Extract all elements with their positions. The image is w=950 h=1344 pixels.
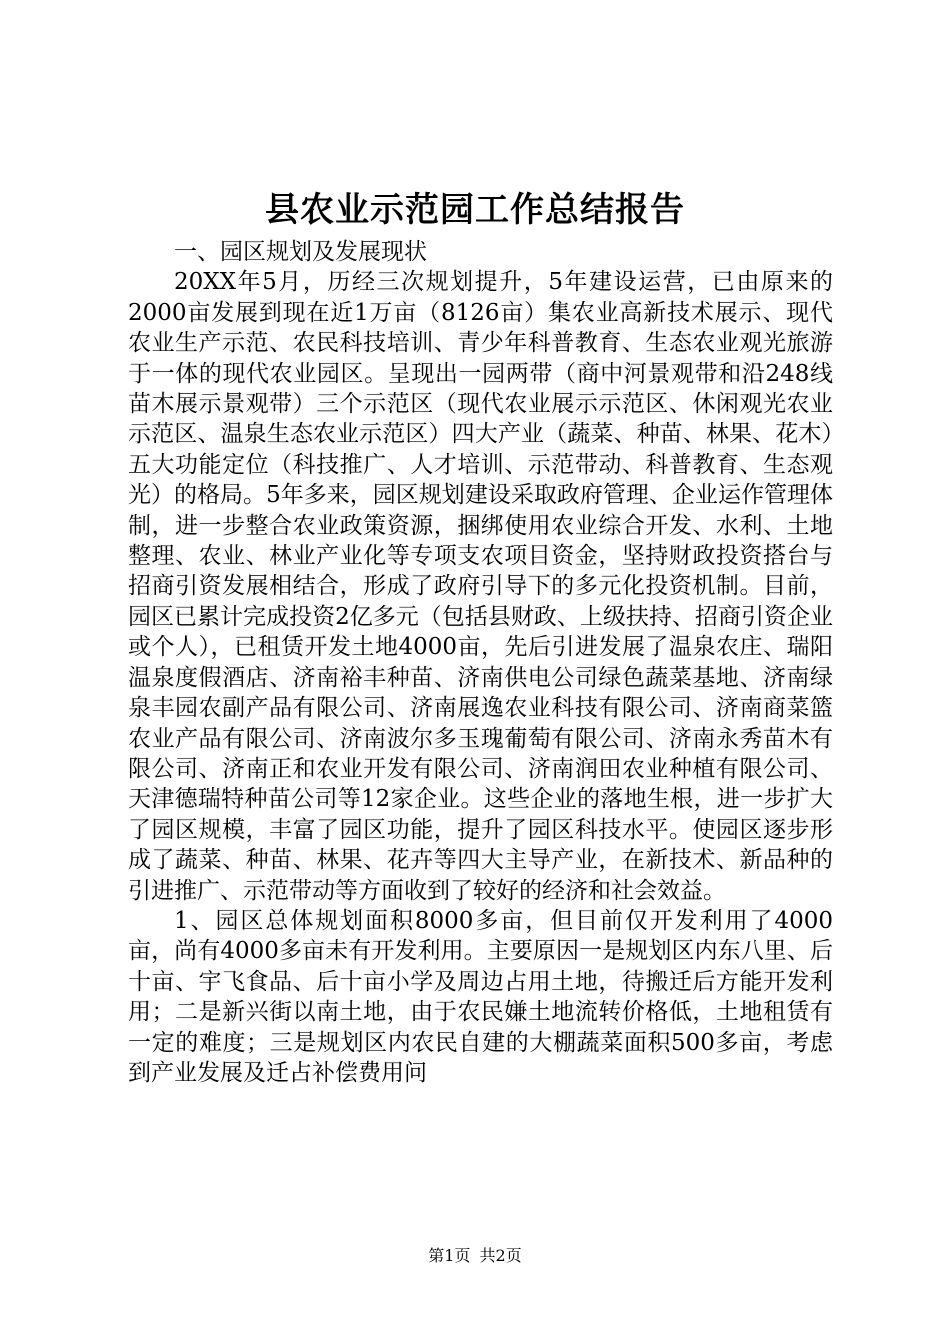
body-paragraph-1: 20XX年5月，历经三次规划提升，5年建设运营，已由原来的2000亩发展到现在近1万亩（8126亩）集农业高新技术展示、现代农业生产示范、农民科技培训、青少年科普教育、生态农业观光旅游于一体的现代农业园区。呈现出一园两带（商中河景观带和沿248线苗木展示景观带）三个示范区（现代农业展示示范区、休闲观光农业示范区、温泉生态农业示范区）四大产业（蔬菜、种苗、林果、花木）五大功能定位（科技推广、人才培训、示范带动、科普教育、生态观光）的格局。5年多来，园区规划建设采取政府管理、企业运作管理体制，进一步整合农业政策资源，捆绑使用农业综合开发、水利、土地整理、农业、林业产业化等专项支农项目资金，坚持财政投资搭台与招商引资发展相结合，形成了政府引导下的多元化投资机制。目前，园区已累计完成投资2亿多元（包括县财政、上级扶持、招商引资企业或个人），已租赁开发土地4000亩，先后引进发展了温泉农庄、瑞阳温泉度假酒店、济南裕丰种苗、济南供电公司绿色蔬菜基地、济南绿泉丰园农副产品有限公司、济南展逸农业科技有限公司、济南商菜篮农业产品有限公司、济南波尔多玉瑰葡萄有限公司、济南永秀苗木有限公司、济南正和农业开发有限公司、济南润田农业种植有限公司、天津德瑞特种苗公司等12家企业。这些企业的落地生根，进一步扩大了园区规模，丰富了园区功能，提升了园区科技水平。使园区逐步形成了蔬菜、种苗、林果、花卉等四大主导产业，在新技术、新品种的引进推广、示范带动等方面收到了较好的经济和社会效益。	[128, 269, 833, 904]
page-footer: 第1页 共2页	[428, 1246, 522, 1265]
body-paragraph-2: 1、园区总体规划面积8000多亩，但目前仅开发利用了4000亩，尚有4000多亩未有开发利用。主要原因一是规划区内东八里、后十亩、宇飞食品、后十亩小学及周边占用土地，待搬迁后方能开发利用；二是新兴街以南土地，由于农民嫌土地流转价格低，土地租赁有一定的难度；三是规划区内农民自建的大棚蔬菜面积500多亩，考虑到产业发展及迁占补偿费用问	[128, 907, 833, 1086]
page-title: 县农业示范园工作总结报告	[265, 190, 685, 230]
document-body	[128, 237, 833, 1088]
section-heading: 一、园区规划及发展现状	[174, 239, 427, 265]
